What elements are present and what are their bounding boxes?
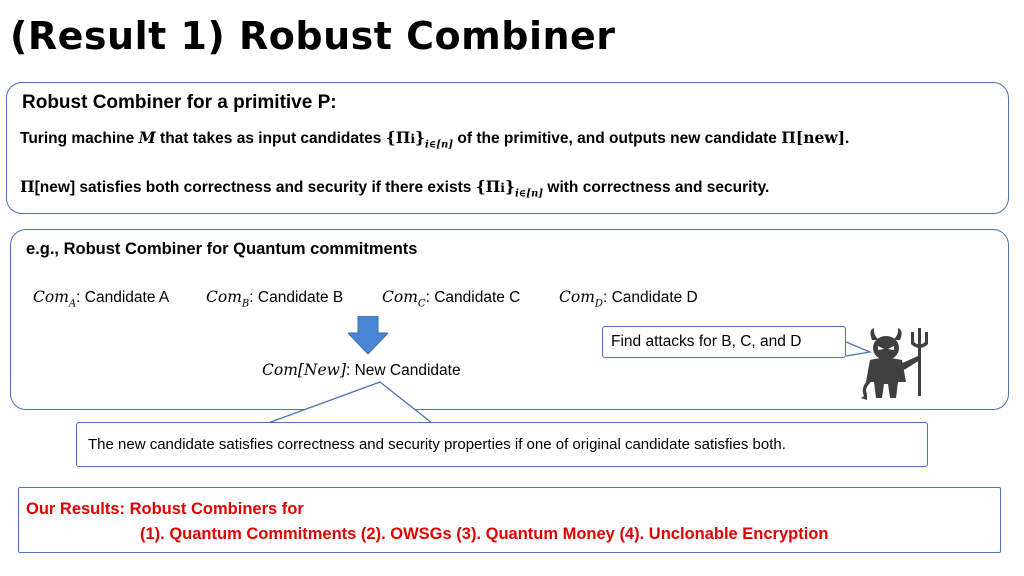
def1-middle: that takes as input candidates	[155, 130, 386, 147]
new-candidate	[262, 361, 461, 380]
candidate-a-subscript: A	[68, 298, 77, 310]
definition-line-1	[20, 128, 849, 151]
pi-symbol: Π	[395, 128, 411, 147]
new-candidate-label: : New Candidate	[346, 362, 461, 379]
candidate-c-symbol: Com	[382, 288, 418, 306]
results-line-1: Our Results: Robust Combiners for	[26, 500, 304, 518]
candidate-b-subscript: B	[241, 298, 250, 310]
def1-prefix: Turing machine	[20, 130, 139, 147]
pi-new-symbol: Π	[20, 177, 35, 196]
index-set-2: i∈[n]	[514, 188, 544, 200]
candidate-d-subscript: D	[594, 298, 603, 310]
machine-symbol: M	[138, 128, 156, 147]
set-close: }	[415, 128, 426, 147]
attack-callout: Find attacks for B, C, and D	[602, 326, 846, 358]
candidate-b-label: : Candidate B	[249, 289, 344, 306]
set-close-2: }	[505, 177, 515, 196]
example-heading: e.g., Robust Combiner for Quantum commitments	[26, 240, 418, 258]
def1-after: of the primitive, and outputs new candidate	[453, 130, 782, 147]
results-line-2: (1). Quantum Commitments (2). OWSGs (3). Quantum Money (4). Unclonable Encryption	[140, 525, 829, 543]
candidate-a-label: : Candidate A	[76, 289, 170, 306]
candidate-c	[382, 288, 520, 310]
definition-line-2	[20, 177, 769, 200]
candidate-d	[559, 288, 698, 310]
candidate-c-label: : Candidate C	[425, 289, 521, 306]
index-set: i∈[n]	[425, 139, 454, 151]
candidate-b	[206, 288, 343, 310]
candidate-a	[33, 288, 169, 310]
def2-after: with correctness and security.	[543, 179, 770, 196]
candidate-b-symbol: Com	[206, 288, 242, 306]
candidate-d-symbol: Com	[559, 288, 595, 306]
down-arrow-icon	[348, 316, 388, 354]
def1-end: .	[845, 130, 850, 147]
pi-symbol-2: Π	[485, 177, 501, 196]
new-candidate-symbol-com: Com[New]	[262, 361, 346, 379]
candidate-c-subscript: C	[417, 298, 426, 310]
definition-heading: Robust Combiner for a primitive P:	[22, 92, 337, 113]
note-callout: The new candidate satisfies correctness and security properties if one of original candidate satisfies both.	[76, 422, 928, 467]
set-open-2: {	[475, 177, 486, 196]
candidate-a-symbol: Com	[33, 288, 69, 306]
devil-icon	[858, 326, 934, 402]
candidate-d-label: : Candidate D	[602, 289, 698, 306]
slide-title: (Result 1) Robust Combiner	[10, 14, 616, 58]
new-candidate-symbol: Π[new]	[781, 128, 846, 147]
pi-subscript-2: i	[500, 180, 506, 195]
set-open: {	[385, 128, 396, 147]
def2-rest: [new] satisfies both correctness and security if there exists	[34, 179, 476, 196]
pi-subscript: i	[410, 131, 416, 146]
